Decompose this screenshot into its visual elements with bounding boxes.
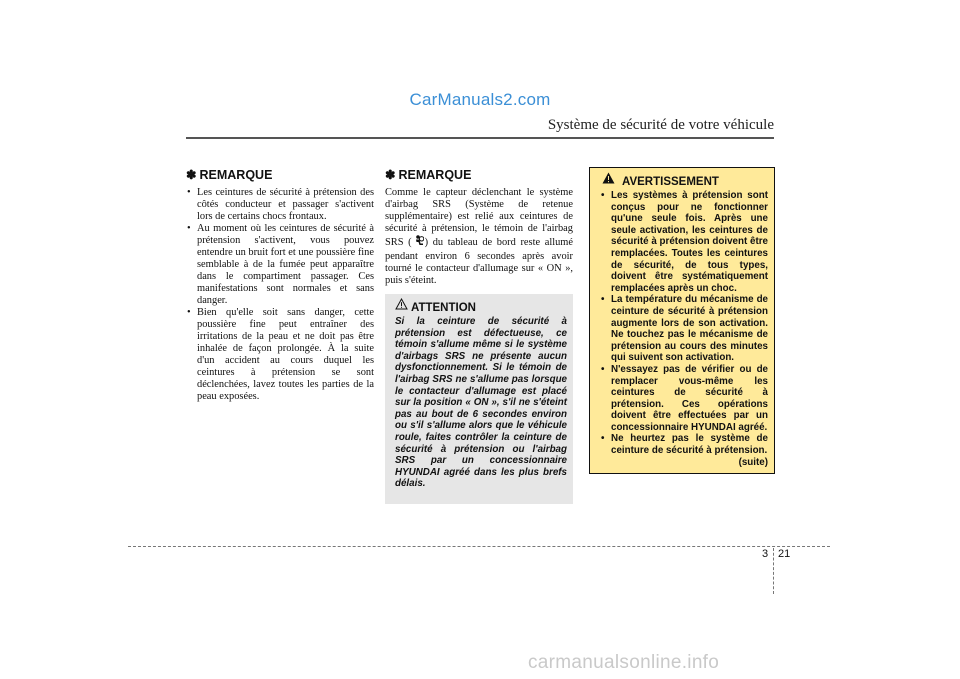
note-heading <box>186 167 374 182</box>
warning-triangle-icon <box>602 172 615 187</box>
warning-heading <box>598 176 768 188</box>
note-text-end: ) du tableau de bord reste allumé pendant environ 6 secondes après avoir tourné le contacteur d'allumage sur « ON », puis s'éteint. <box>385 237 574 286</box>
continued-label: (suite) <box>738 456 768 468</box>
airbag-seat-icon <box>413 235 424 251</box>
section-number: 3 <box>762 548 769 560</box>
note-paragraph <box>385 187 573 287</box>
page-number: 21 <box>778 548 791 560</box>
list-item: • Bien qu'elle soit sans danger, cette poussière fine peut entraîner des irritations de la peau et ne doit pas être inhalée de façon prolongée. À la suite d'un accident au cours duquel les ceintures à prétension se sont déclenchées, lavez toutes les parties de la peau exposées. <box>186 307 374 403</box>
note-remarque-1 <box>186 167 374 403</box>
list-item: • N'essayez pas de vérifier ou de remplacer vous-même les ceintures de sécurité à prétension. Ces opérations doivent être effectuées par un concessionnaire HYUNDAI agréé. <box>598 364 768 434</box>
note-text-start: Comme le capteur déclenchant le système d'airbag SRS (Système de retenue supplémentaire) est relié aux ceintures de sécurité à prétension, le témoin de l'airbag SRS ( <box>385 187 573 248</box>
note-heading <box>385 167 573 182</box>
warning-box <box>589 167 775 474</box>
note-remarque-2 <box>385 167 573 287</box>
note-bullet-list <box>186 187 374 403</box>
attention-heading <box>395 302 567 314</box>
asterisk-icon: ✽ <box>186 168 197 182</box>
list-item: • Ne heurtez pas le système de ceinture de sécurité à prétension. <box>598 433 768 456</box>
list-item: • Les systèmes à prétension sont conçus pour ne fonctionner qu'une seule fois. Après une seule activation, les ceintures de sécurité à prétension doivent être remplacées. Toutes les ceintures de sécurité, de tous types, doivent être systématiquement remplacées après un choc. <box>598 190 768 294</box>
attention-text: Si la ceinture de sécurité à prétension est défectueuse, ce témoin s'allume même si le système d'airbags SRS ne présente aucun dysfonctionnement. Si le témoin de l'airbag SRS ne s'allume pas lorsque le contacteur d'allumage est placé sur la position « ON », s'il ne s'éteint pas au bout de 6 secondes environ ou s'il s'allume alors que le véhicule roule, faites contrôler la ceinture de sécurité à prétension ou l'airbag SRS par un concessionnaire HYUNDAI agréé dans les plus brefs délais. <box>395 316 567 490</box>
attention-title: ATTENTION <box>411 302 476 314</box>
list-item: • La température du mécanisme de ceinture de sécurité à prétension augmente lors de son activation. Ne touchez pas le mécanisme de prétension au cours des minutes qui suivent son activation. <box>598 294 768 364</box>
header-divider <box>186 137 774 139</box>
warning-triangle-icon <box>395 298 408 313</box>
note-title: REMARQUE <box>199 168 273 182</box>
list-item: • Au moment où les ceintures de sécurité à prétension s'activent, vous pouvez entendre un bruit fort et une poussière fine semblable à de la fumée peut apparaître dans le compartiment passager. Ces manifestations sont normales et sans danger. <box>186 223 374 307</box>
warning-list <box>598 190 768 457</box>
asterisk-icon: ✽ <box>385 168 396 182</box>
attention-box <box>385 294 573 504</box>
footer-divider <box>128 546 830 547</box>
warning-title: AVERTISSEMENT <box>622 176 719 188</box>
list-item: • Les ceintures de sécurité à prétension des côtés conducteur et passager s'activent lors de certains chocs frontaux. <box>186 187 374 223</box>
watermark-carmanualsonline: carmanualsonline.info <box>528 652 720 673</box>
note-title: REMARQUE <box>398 168 472 182</box>
page-number-divider <box>773 548 774 594</box>
watermark-carmanuals2: CarManuals2.com <box>409 90 551 109</box>
section-title: Système de sécurité de votre véhicule <box>547 117 774 133</box>
